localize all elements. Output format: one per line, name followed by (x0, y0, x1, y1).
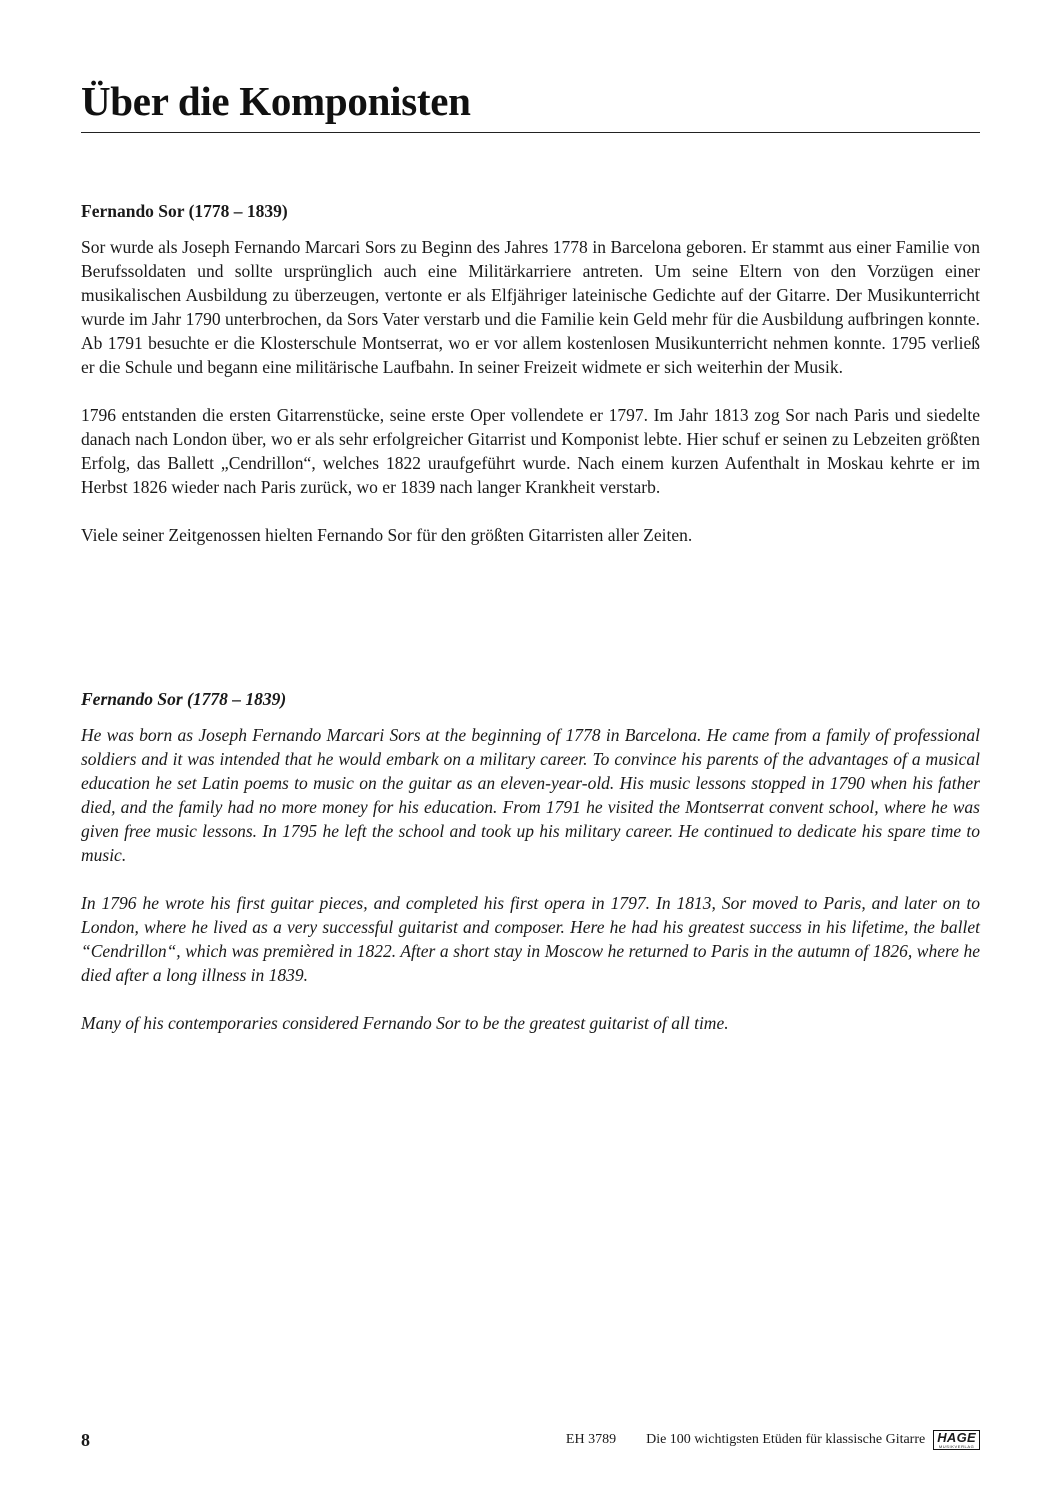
english-heading: Fernando Sor (1778 – 1839) (81, 689, 287, 709)
german-paragraph: Viele seiner Zeitgenossen hielten Fernando Sor für den größten Gitarristen aller Zeiten. (81, 525, 693, 545)
page-number: 8 (81, 1430, 90, 1450)
english-paragraph: In 1796 he wrote his first guitar pieces, and completed his first opera in 1797. In 1813, Sor moved to Paris, and later on to London, where he lived as a very successful guitarist and composer. Here he had his greatest success in his lifetime, the ballet “Cendrillon“, which was premièred in 1822. After a short stay in Moscow he returned to Paris in the autumn of 1826, where he died after a long illness in 1839. (81, 893, 980, 985)
page-footer (81, 1428, 980, 1452)
german-section (81, 199, 980, 571)
publisher-logo-text: HAGE (937, 1429, 976, 1445)
german-paragraph: 1796 entstanden die ersten Gitarrenstücke, seine erste Oper vollendete er 1797. Im Jahr 1813 zog Sor nach Paris und siedelte danach nach London über, wo er als sehr erfolgreicher Gitarrist und Komponist lebte. Hier schuf er seinen zu Lebzeiten größten Erfolg, das Ballett „Cendrillon“, welches 1822 uraufgeführt wurde. Nach einem kurzen Aufenthalt in Moskau kehrte er im Herbst 1826 wieder nach Paris zurück, wo er 1839 nach langer Krankheit verstarb. (81, 405, 980, 497)
publisher-logo (933, 1430, 980, 1450)
footer-info (566, 1428, 980, 1452)
english-paragraph: Many of his contemporaries considered Fernando Sor to be the greatest guitarist of all time. (81, 1013, 729, 1033)
english-section (81, 687, 980, 1059)
publisher-logo-subtext: MUSIKVERLAG (938, 1443, 975, 1449)
english-paragraph: He was born as Joseph Fernando Marcari Sors at the beginning of 1778 in Barcelona. He came from a family of professional soldiers and it was intended that he would embark on a military career. To convince his parents of the advantages of a musical education he set Latin poems to music on the guitar as an eleven-year-old. His music lessons stopped in 1790 when his father died, and the family had no more money for his education. From 1791 he visited the Montserrat convent school, where he was given free music lessons. In 1795 he left the school and took up his military career. He continued to dedicate his spare time to music. (81, 725, 980, 865)
page-title: Über die Komponisten (81, 78, 471, 124)
german-paragraph: Sor wurde als Joseph Fernando Marcari Sors zu Beginn des Jahres 1778 in Barcelona geboren. Er stammt aus einer Familie von Berufssoldaten und sollte ursprünglich auch eine Militärkarriere antreten. Um seine Eltern von den Vorzügen einer musikalischen Ausbildung zu überzeugen, vertonte er als Elfjähriger lateinische Gedichte auf der Gitarre. Der Musikunterricht wurde im Jahr 1790 unterbrochen, da Sors Vater verstarb und die Familie kein Geld mehr für die Ausbildung aufbringen konnte. Ab 1791 besuchte er die Klosterschule Montserrat, wo er vor allem kostenlosen Musikunterricht nehmen konnte. 1795 verließ er die Schule und begann eine militärische Laufbahn. In seiner Freizeit widmete er sich weiterhin der Musik. (81, 237, 980, 377)
book-title: Die 100 wichtigsten Etüden für klassische Gitarre (646, 1432, 926, 1447)
title-divider (81, 132, 980, 133)
edition-code: EH 3789 (565, 1432, 617, 1447)
german-heading: Fernando Sor (1778 – 1839) (81, 201, 288, 221)
